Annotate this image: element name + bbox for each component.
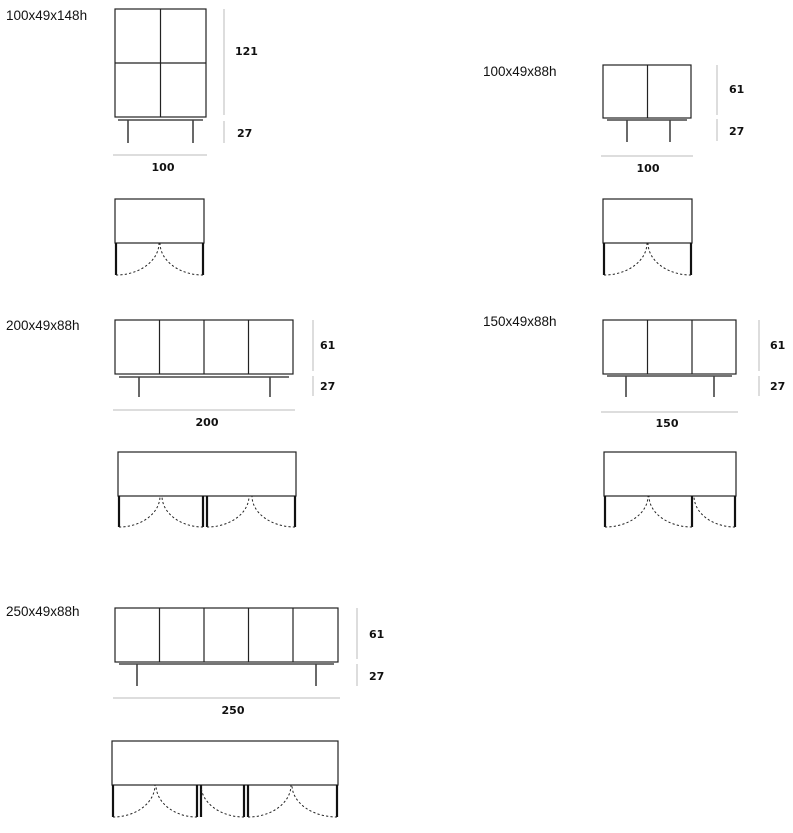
dim-leg-height-m4: 27 (770, 380, 786, 393)
dim-upper-height-m3: 61 (320, 339, 336, 352)
plan-view-250x49x88h (112, 741, 338, 817)
dim-upper-height-m2: 61 (729, 83, 745, 96)
model-label-150x49x88h: 150x49x88h (483, 314, 557, 329)
front-elevation-200x49x88h (113, 320, 313, 410)
dim-width-m4: 150 (655, 417, 679, 430)
model-label-100x49x148h: 100x49x148h (6, 8, 88, 23)
plan-view-200x49x88h (118, 452, 296, 527)
plan-view-150x49x88h (604, 452, 736, 527)
dim-width-m2: 100 (636, 162, 660, 175)
front-elevation-250x49x88h (113, 608, 357, 698)
dim-width-m3: 200 (195, 416, 219, 429)
dim-upper-height-m5: 61 (369, 628, 385, 641)
dim-leg-height-m5: 27 (369, 670, 385, 683)
dim-upper-height-m1: 121 (235, 45, 258, 58)
plan-view-100x49x88h (603, 199, 692, 275)
dim-leg-height-m2: 27 (729, 125, 745, 138)
dim-width-m5: 250 (221, 704, 245, 717)
front-elevation-100x49x88h (601, 65, 717, 156)
front-elevation-150x49x88h (601, 320, 759, 412)
model-label-100x49x88h: 100x49x88h (483, 64, 557, 79)
dim-leg-height-m3: 27 (320, 380, 336, 393)
model-label-200x49x88h: 200x49x88h (6, 318, 80, 333)
front-elevation-100x49x148h (113, 9, 224, 155)
plan-view-100x49x148h (115, 199, 204, 275)
model-label-250x49x88h: 250x49x88h (6, 604, 80, 619)
dim-upper-height-m4: 61 (770, 339, 786, 352)
dim-leg-height-m1: 27 (237, 127, 253, 140)
dim-width-m1: 100 (151, 161, 175, 174)
